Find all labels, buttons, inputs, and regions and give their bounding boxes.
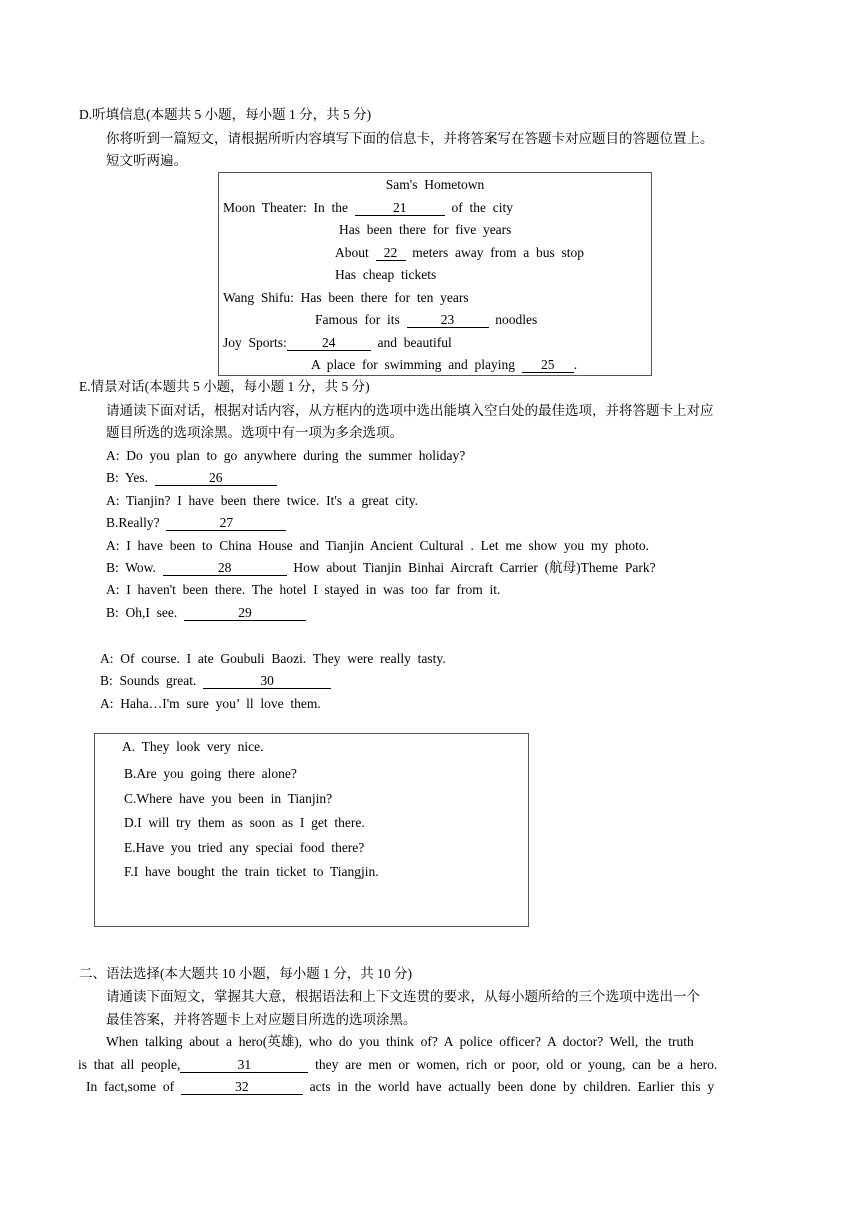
card-row-joy-2 bbox=[311, 356, 577, 374]
joy-label: Joy Sports: bbox=[223, 335, 287, 350]
moon-label: Moon Theater: In the bbox=[223, 200, 348, 215]
place-label: A place for swimming and playing bbox=[311, 357, 515, 372]
joy-after: and beautiful bbox=[377, 335, 452, 350]
blank-30: 30 bbox=[203, 673, 331, 689]
section-d-instruction-2: 短文听两遍。 bbox=[106, 153, 187, 168]
section-d-heading: D.听填信息(本题共 5 小题，每小题 1 分，共 5 分) bbox=[79, 107, 372, 122]
dialogue-line-9: A: Of course. I ate Goubuli Baozi. They were really tasty. bbox=[100, 651, 446, 666]
option-a: A. They look very nice. bbox=[122, 739, 264, 754]
section-e-heading: E.情景对话(本题共 5 小题，每小题 1 分，共 5 分) bbox=[79, 379, 370, 394]
dialogue-line-4 bbox=[106, 514, 286, 532]
dialogue-line-3: A: Tianjin? I have been there twice. It's a great city. bbox=[106, 493, 418, 508]
passage-line-2-post: they are men or women, rich or poor, old or young, can be a hero. bbox=[315, 1057, 718, 1072]
section-d-instruction-1: 你将听到一篇短文，请根据所听内容填写下面的信息卡，并将答案写在答题卡对应题目的答题位置上。 bbox=[106, 131, 714, 146]
dialogue-line-8 bbox=[106, 604, 306, 622]
dialogue-line-4-text: B.Really? bbox=[106, 515, 160, 530]
option-d: D.I will try them as soon as I get there. bbox=[124, 815, 365, 830]
option-b: B.Are you going there alone? bbox=[124, 766, 297, 781]
card-row-moon-3 bbox=[335, 244, 584, 262]
blank-22: 22 bbox=[376, 245, 406, 261]
section-e-instruction-1: 请通读下面对话，根据对话内容，从方框内的选项中选出能填入空白处的最佳选项，并将答题卡上对应 bbox=[106, 403, 714, 418]
blank-25: 25 bbox=[522, 357, 574, 373]
card-row-moon-4: Has cheap tickets bbox=[335, 267, 437, 282]
option-f: F.I have bought the train ticket to Tiangjin. bbox=[124, 864, 379, 879]
dialogue-line-10-text: B: Sounds great. bbox=[100, 673, 197, 688]
blank-29: 29 bbox=[184, 605, 306, 621]
passage-line-3-pre: In fact,some of bbox=[86, 1079, 175, 1094]
blank-27: 27 bbox=[166, 515, 286, 531]
blank-32: 32 bbox=[181, 1079, 303, 1095]
section-2-instruction-1: 请通读下面短文，掌握其大意，根据语法和上下文连贯的要求，从每小题所给的三个选项中选出一个 bbox=[106, 989, 700, 1004]
dialogue-line-11: A: Haha…I'm sure you’ ll love them. bbox=[100, 696, 321, 711]
option-e: E.Have you tried any speciai food there? bbox=[124, 840, 365, 855]
blank-31: 31 bbox=[180, 1057, 308, 1073]
blank-24: 24 bbox=[287, 335, 371, 351]
card-row-joy bbox=[223, 334, 452, 352]
moon-after: of the city bbox=[451, 200, 513, 215]
section-2-instruction-2: 最佳答案，并将答题卡上对应题目所选的选项涂黑。 bbox=[106, 1012, 417, 1027]
dialogue-line-1: A: Do you plan to go anywhere during the summer holiday? bbox=[106, 448, 466, 463]
card-row-wang-2 bbox=[315, 311, 537, 329]
passage-line-3 bbox=[86, 1078, 714, 1096]
blank-21: 21 bbox=[355, 200, 445, 216]
about-after: meters away from a bus stop bbox=[412, 245, 584, 260]
dialogue-line-6-pre: B: Wow. bbox=[106, 560, 156, 575]
famous-after: noodles bbox=[495, 312, 538, 327]
passage-line-2 bbox=[78, 1056, 717, 1074]
passage-line-2-pre: is that all people, bbox=[78, 1057, 181, 1072]
blank-23: 23 bbox=[407, 312, 489, 328]
card-row-moon-2: Has been there for five years bbox=[339, 222, 512, 237]
dialogue-line-6 bbox=[106, 559, 656, 577]
blank-26: 26 bbox=[155, 470, 277, 486]
info-card-title: Sam's Hometown bbox=[385, 177, 485, 192]
blank-28: 28 bbox=[163, 560, 287, 576]
section-2-heading: 二、语法选择(本大题共 10 小题，每小题 1 分，共 10 分) bbox=[79, 966, 412, 981]
dialogue-line-10 bbox=[100, 672, 331, 690]
dialogue-line-7: A: I haven't been there. The hotel I stayed in was too far from it. bbox=[106, 582, 501, 597]
card-row-wang: Wang Shifu: Has been there for ten years bbox=[223, 290, 469, 305]
dialogue-line-6-post: How about Tianjin Binhai Aircraft Carrier (航母)Theme Park? bbox=[293, 560, 656, 575]
famous-label: Famous for its bbox=[315, 312, 400, 327]
dialogue-line-2 bbox=[106, 469, 277, 487]
dialogue-line-8-text: B: Oh,I see. bbox=[106, 605, 178, 620]
passage-line-1: When talking about a hero(英雄), who do you think of? A police officer? A doctor? Well, the truth bbox=[106, 1034, 694, 1049]
passage-line-3-post: acts in the world have actually been done by children. Earlier this y bbox=[309, 1079, 715, 1094]
about-label: About bbox=[335, 245, 369, 260]
card-row-moon bbox=[223, 199, 513, 217]
section-e-instruction-2: 题目所选的选项涂黑。选项中有一项为多余选项。 bbox=[106, 425, 403, 440]
dialogue-line-5: A: I have been to China House and Tianjin Ancient Cultural . Let me show you my photo. bbox=[106, 538, 649, 553]
place-end: . bbox=[573, 357, 578, 372]
option-c: C.Where have you been in Tianjin? bbox=[124, 791, 333, 806]
dialogue-line-2-text: B: Yes. bbox=[106, 470, 149, 485]
